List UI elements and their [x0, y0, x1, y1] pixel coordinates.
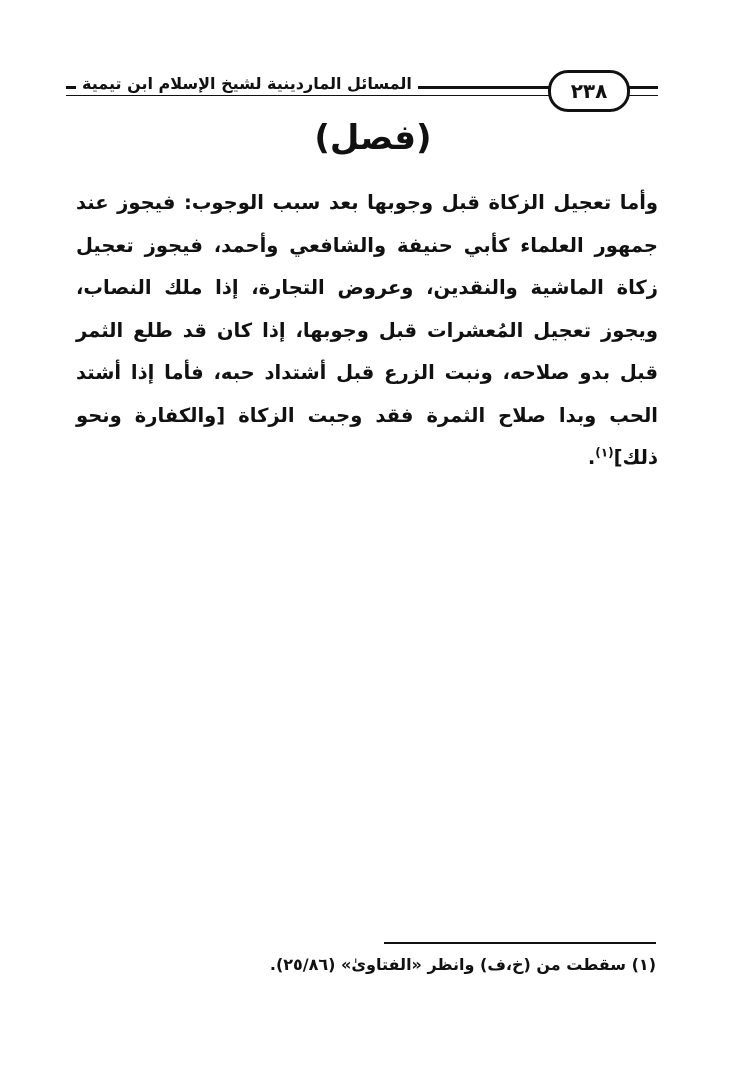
footnote-reference: (١): [595, 445, 614, 460]
page-number: ٢٣٨: [548, 70, 630, 112]
paragraph-end-mark: .: [587, 446, 596, 469]
paragraph-text: وأما تعجيل الزكاة قبل وجوبها بعد سبب الوجوب: فيجوز عند جمهور العلماء كأبي حنيفة والشافعي وأحمد، فيجوز تعجيل زكاة الماشية والنقدين، وعروض التجارة، إذا ملك النصاب، ويجوز تعجيل المُعشرات قبل وجوبها، إذا كان قد طلع الثمر قبل بدو صلاحه، ونبت الزرع قبل أشتداد حبه، فأما إذا أشتد الحب وبدا صلاح الثمرة فقد وجبت الزكاة [والكفارة ونحو ذلك]: [76, 191, 658, 469]
running-header: [66, 70, 658, 110]
running-title: المسائل الماردينية لشيخ الإسلام ابن تيمية: [76, 74, 418, 93]
section-heading: (فصل): [314, 118, 432, 158]
footnote: (١) سقطت من (خ،ف) وانظر «الفتاوىٰ» (٢٥/٨٦).: [269, 955, 656, 974]
body-paragraph: [76, 182, 658, 480]
footnote-rule: [384, 942, 656, 944]
